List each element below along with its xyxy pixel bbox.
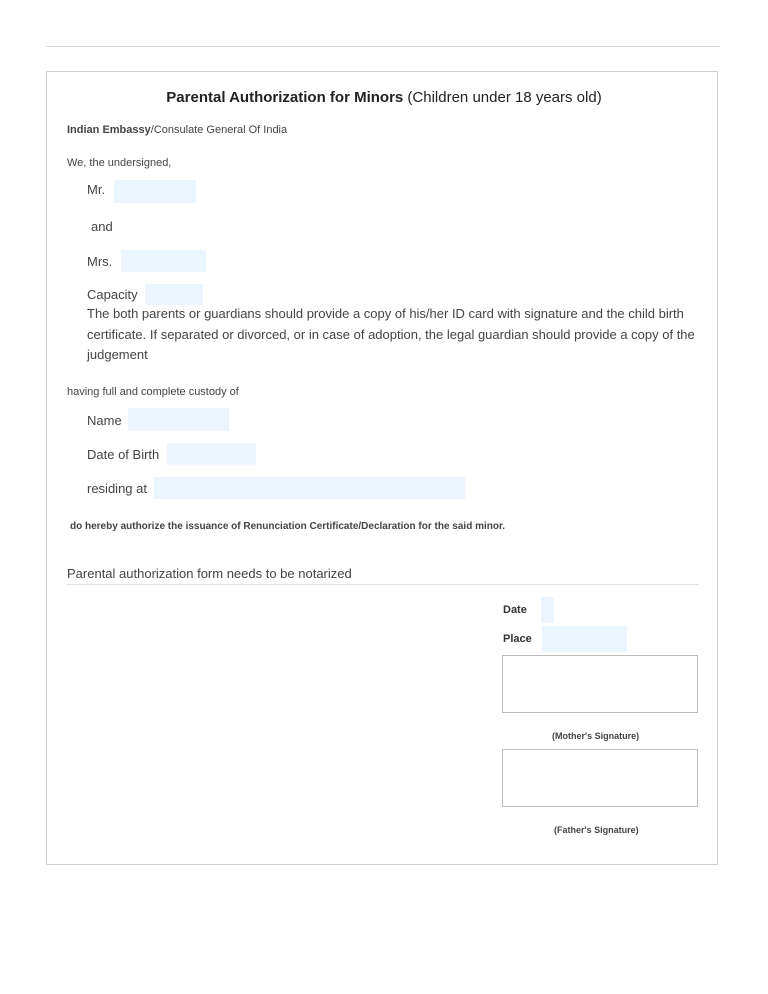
form-title-main: Parental Authorization for Minors bbox=[166, 89, 404, 106]
and-label: and bbox=[91, 219, 113, 234]
notary-divider bbox=[67, 584, 699, 585]
place-field[interactable] bbox=[542, 626, 627, 652]
date-label: Date bbox=[503, 604, 527, 616]
consulate-name: /Consulate General Of India bbox=[150, 124, 288, 136]
date-field[interactable] bbox=[541, 597, 554, 623]
id-instructions: The both parents or guardians should provide a copy of his/her ID card with signature and the child birth certificate. If separated or divorced, or in case of adoption, the legal guardian should provide a copy of the judgement bbox=[87, 306, 695, 362]
embassy-line bbox=[67, 124, 287, 136]
authorization-statement: do hereby authorize the issuance of Renunciation Certificate/Declaration for the said minor. bbox=[70, 521, 506, 532]
mother-signature-caption: (Mother's Signature) bbox=[552, 731, 640, 741]
top-divider bbox=[46, 46, 720, 47]
mrs-name-field[interactable] bbox=[121, 250, 206, 272]
form-title-subtitle: (Children under 18 years old) bbox=[407, 89, 602, 106]
residing-label: residing at bbox=[87, 481, 147, 496]
dob-field[interactable] bbox=[167, 443, 256, 465]
residence-address-field[interactable] bbox=[154, 477, 465, 499]
father-signature-box[interactable] bbox=[502, 749, 698, 807]
notary-note: Parental authorization form needs to be notarized bbox=[67, 566, 352, 581]
mrs-label: Mrs. bbox=[87, 254, 113, 269]
dob-label: Date of Birth bbox=[87, 447, 160, 462]
capacity-field[interactable] bbox=[145, 284, 203, 305]
form-title bbox=[0, 89, 768, 106]
mother-signature-box[interactable] bbox=[502, 655, 698, 713]
father-signature-caption: (Father's Signature) bbox=[554, 825, 639, 835]
place-label: Place bbox=[503, 633, 532, 645]
mr-name-field[interactable] bbox=[114, 180, 196, 203]
mr-label: Mr. bbox=[87, 182, 106, 197]
minor-name-field[interactable] bbox=[128, 408, 229, 431]
undersigned-intro: We, the undersigned, bbox=[67, 157, 172, 169]
custody-intro: having full and complete custody of bbox=[67, 386, 239, 398]
minor-name-label: Name bbox=[87, 413, 122, 428]
embassy-name: Indian Embassy bbox=[67, 124, 151, 136]
capacity-label: Capacity bbox=[87, 287, 138, 302]
